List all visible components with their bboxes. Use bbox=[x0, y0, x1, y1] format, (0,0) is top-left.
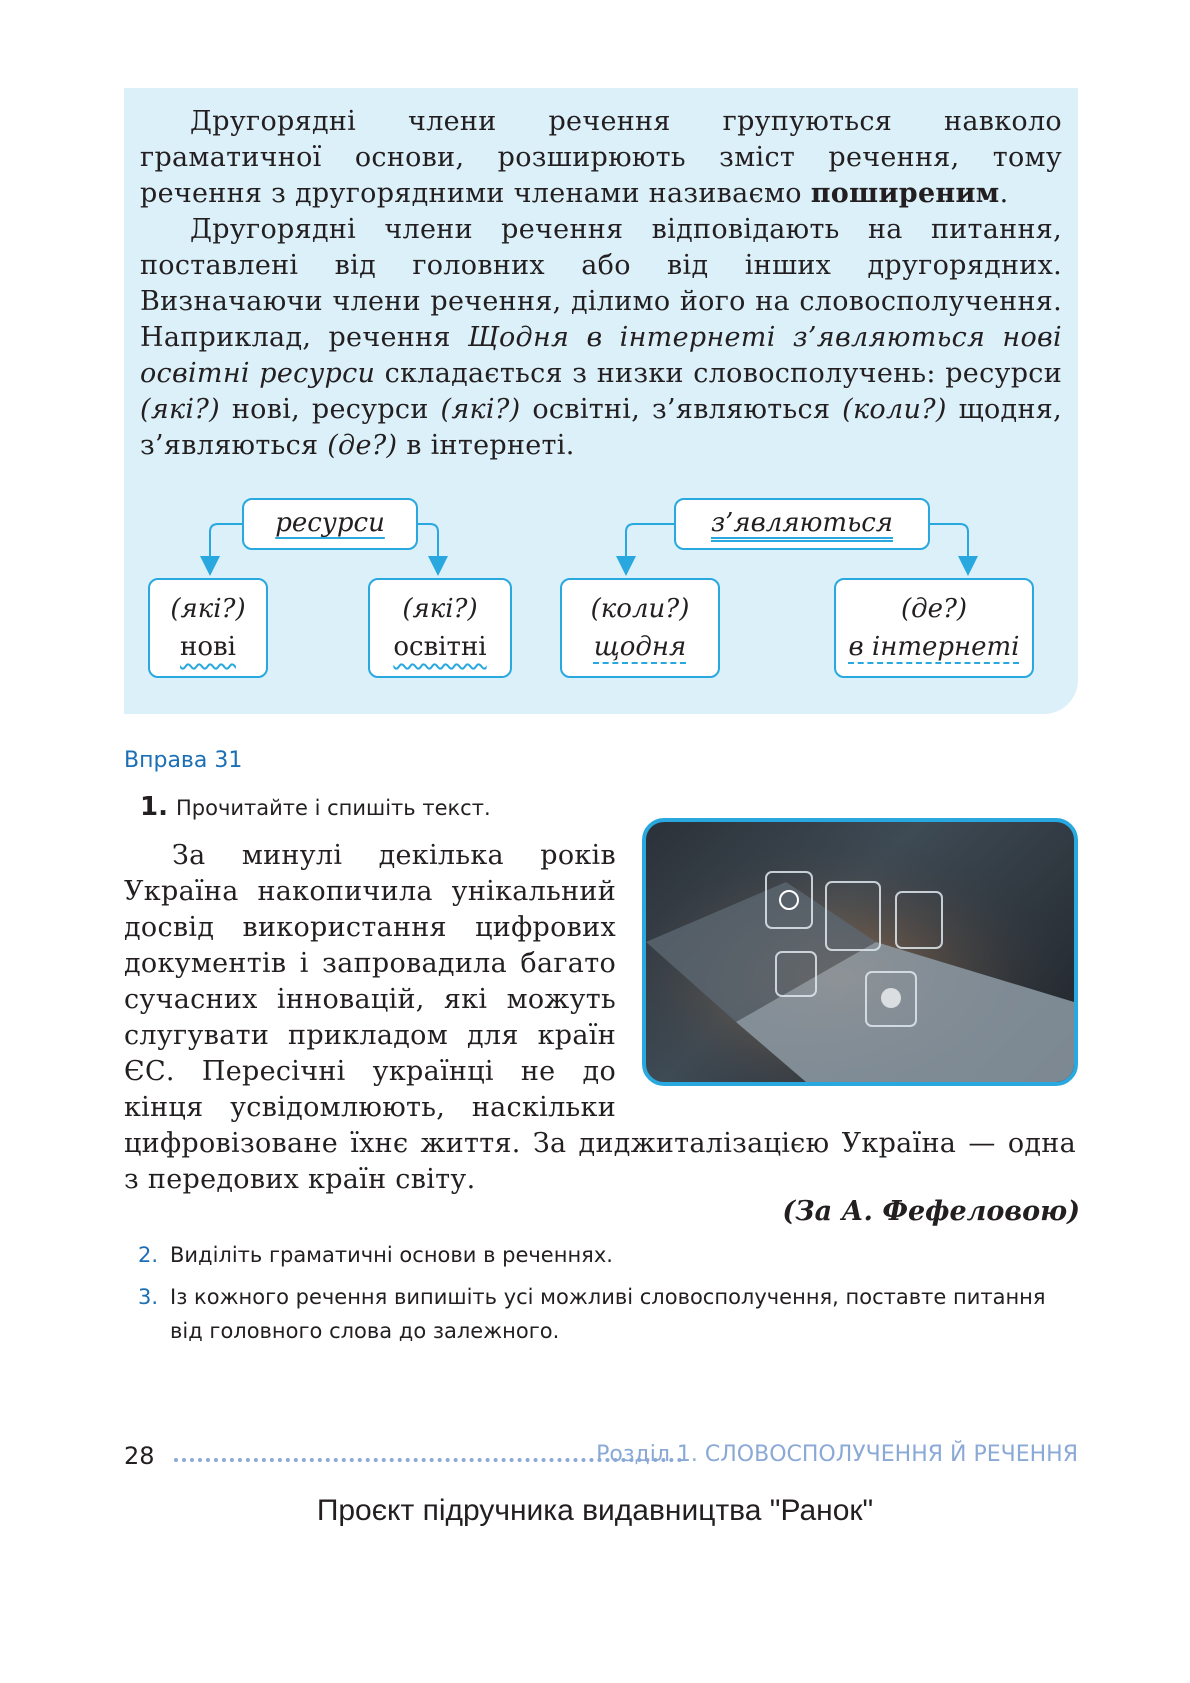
rule-text-part: нові, ресурси bbox=[219, 394, 441, 425]
rule-text-part: щодня, з’являються bbox=[140, 394, 1062, 461]
rule-question: (де?) bbox=[327, 430, 398, 461]
dependent-word: нові bbox=[180, 632, 236, 662]
rule-paragraph-2 bbox=[140, 212, 1062, 464]
rule-paragraph-1 bbox=[140, 104, 1062, 212]
task-number: 3. bbox=[138, 1285, 159, 1309]
dependent-question: (які?) bbox=[170, 594, 246, 624]
phrase-diagram bbox=[124, 490, 1078, 700]
exercise-paragraph: За минулі декілька років Україна накопичила унікальний досвід використання цифрових документів і запровадила багато сучасних інновацій, які можуть слугувати прикладом для країн ЄС. Пересічні українці не до кінця усвідомлюють, наскільки цифровізоване їхнє життя. За диджиталізацією Україна — одна з передових країн світу. bbox=[124, 840, 1076, 1195]
rule-question: (які?) bbox=[440, 394, 521, 425]
page-number: 28 bbox=[124, 1442, 155, 1470]
text-author: (За А. Фефеловою) bbox=[782, 1196, 1080, 1227]
task-1 bbox=[140, 792, 491, 822]
dependent-box bbox=[368, 578, 512, 678]
task-text: Прочитайте і спишіть текст. bbox=[175, 796, 491, 820]
page-footer bbox=[124, 1442, 1078, 1472]
dependent-question: (де?) bbox=[900, 594, 968, 624]
head-word: ресурси bbox=[275, 508, 385, 538]
dependent-word: освітні bbox=[393, 632, 487, 662]
rule-example-sentence: Щодня в інтернеті з’являються нові освітні ресурси bbox=[140, 322, 1062, 389]
rule-text-part: в інтернеті. bbox=[397, 430, 575, 461]
photo-placeholder bbox=[644, 840, 1076, 1108]
rule-text bbox=[140, 104, 1062, 464]
task-number: 1. bbox=[140, 792, 168, 822]
rule-text-part: Другорядні члени речення відповідають на питання, поставлені від головних або від інших другорядних. Визначаючи члени речення, ділимо його на словосполучення. Наприклад, речення bbox=[140, 214, 1062, 353]
rule-text-part: складається з низки словосполучень: ресурси bbox=[375, 358, 1062, 389]
section-title: Розділ 1. СЛОВОСПОЛУЧЕННЯ Й РЕЧЕННЯ bbox=[596, 1442, 1078, 1467]
exercise-text bbox=[124, 838, 1076, 1198]
task-text: Виділіть граматичні основи в реченнях. bbox=[170, 1243, 613, 1267]
rule-text-part: . bbox=[999, 178, 1009, 209]
dependent-question: (коли?) bbox=[590, 594, 690, 624]
dependent-box bbox=[834, 578, 1034, 678]
dependent-word: щодня bbox=[593, 632, 687, 662]
task-list bbox=[138, 1238, 1078, 1356]
rule-question: (які?) bbox=[140, 394, 220, 425]
rule-question: (коли?) bbox=[842, 394, 947, 425]
dependent-box bbox=[148, 578, 268, 678]
arrow-right-2 bbox=[930, 524, 968, 566]
head-word-box-left bbox=[242, 498, 418, 550]
dependent-question: (які?) bbox=[402, 594, 478, 624]
rule-text-part: освітні, з’являються bbox=[520, 394, 843, 425]
arrow-right-1 bbox=[626, 524, 674, 566]
task-3 bbox=[138, 1280, 1078, 1348]
dependent-box bbox=[560, 578, 720, 678]
rule-term-bold: поширеним bbox=[810, 178, 1000, 209]
exercise-title: Вправа 31 bbox=[124, 748, 243, 773]
task-2 bbox=[138, 1238, 1078, 1272]
task-text: Із кожного речення випишіть усі можливі словосполучення, поставте питання від головного слова до залежного. bbox=[170, 1285, 1046, 1343]
arrow-left-2 bbox=[418, 524, 438, 566]
head-word: з’являються bbox=[710, 508, 894, 538]
dependent-word: в інтернеті bbox=[848, 632, 1020, 662]
task-number: 2. bbox=[138, 1243, 159, 1267]
watermark: Проєкт підручника видавництва "Ранок" bbox=[316, 1494, 874, 1527]
arrow-left-1 bbox=[210, 524, 242, 566]
head-word-box-right bbox=[674, 498, 930, 550]
rule-text-part: Другорядні члени речення групуються навколо граматичної основи, розширюють зміст речення, тому речення з другорядними членами називаємо bbox=[140, 106, 1062, 209]
